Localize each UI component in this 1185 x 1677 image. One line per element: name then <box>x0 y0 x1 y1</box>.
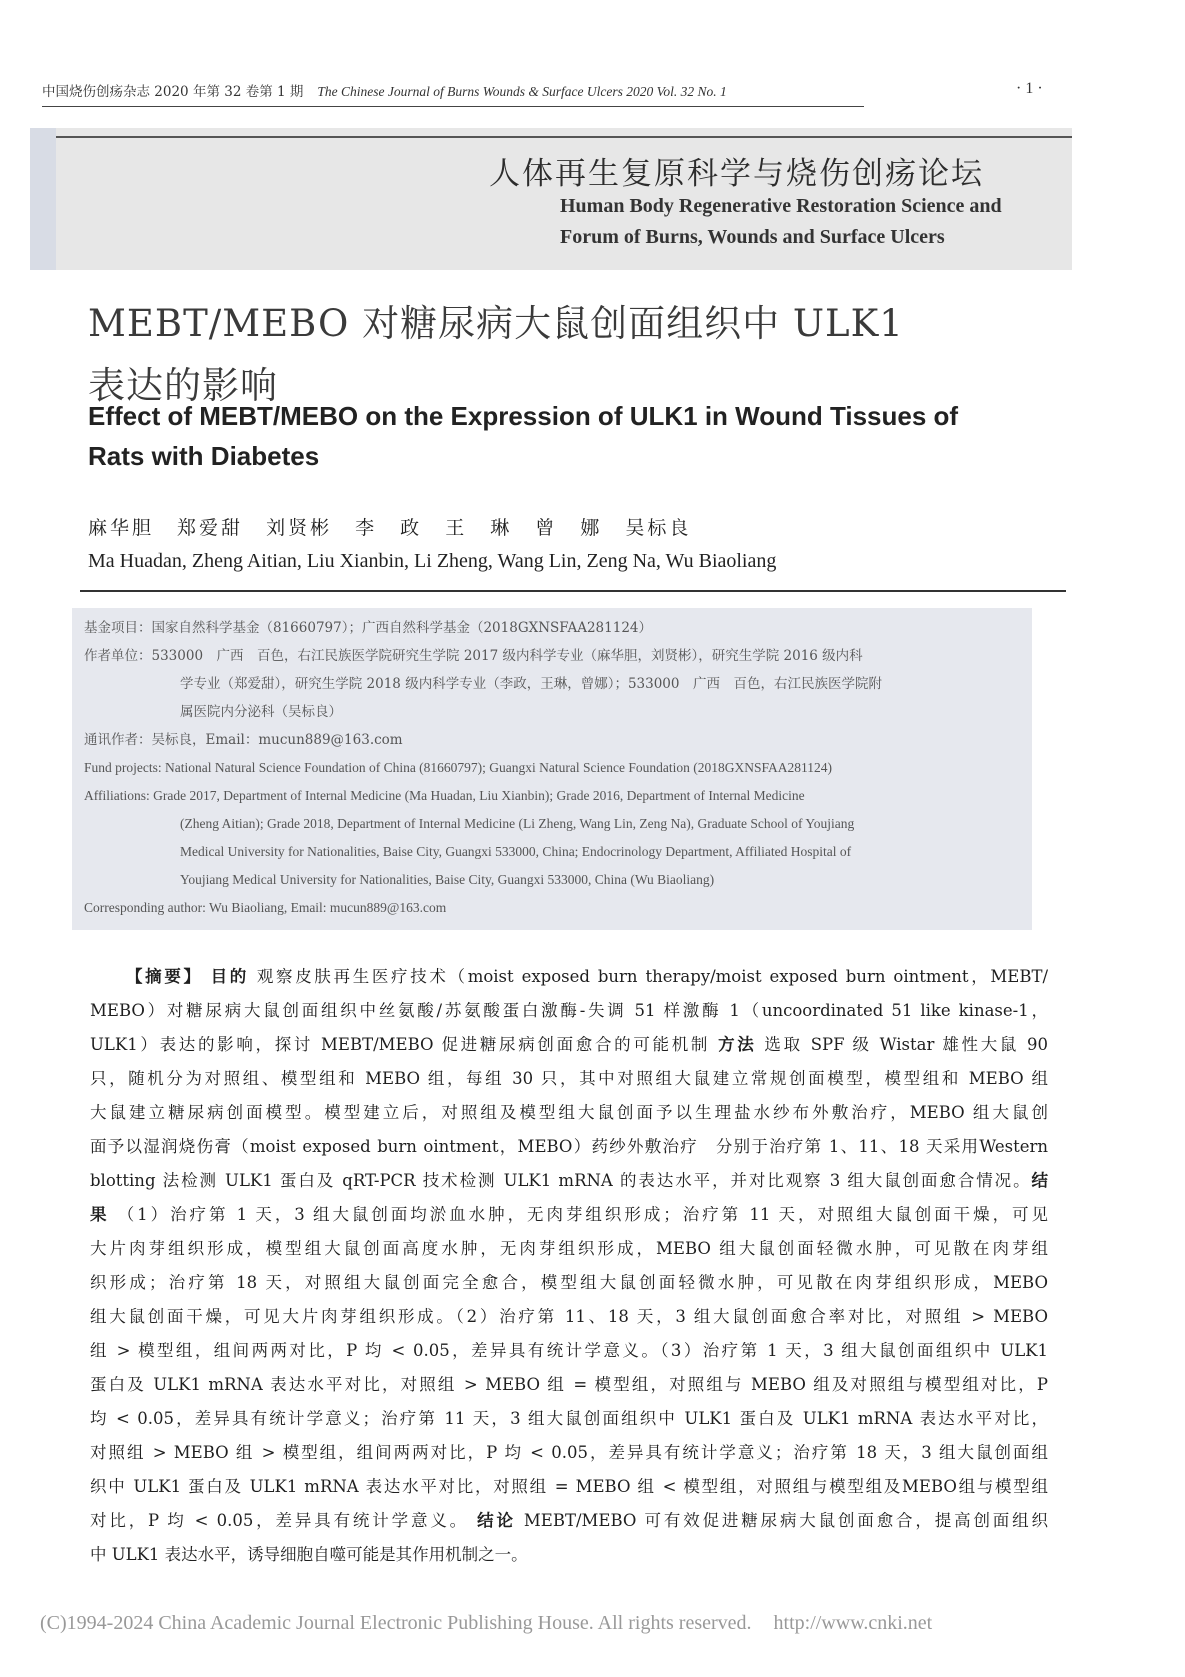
abstract <box>90 960 1048 1572</box>
page-number: · 1 · <box>1016 80 1043 97</box>
corr-label-zh: 通讯作者： <box>84 732 152 748</box>
banner-rule <box>56 136 1072 138</box>
abstract-line: 对照组 > MEBO 组 > 模型组，组间两两对比，P 均 < 0.05，差异具有统计学意义；治疗第 18 天，3 组大鼠创面组 <box>90 1443 1048 1462</box>
results-label-part1: 结 <box>1031 1171 1048 1190</box>
abstract-line <box>90 1028 1048 1062</box>
abstract-line: 组大鼠创面干燥，可见大片肉芽组织形成。（2）治疗第 11、18 天，3 组大鼠创面愈合率对比，对照组 > MEBO <box>90 1307 1048 1326</box>
article-info-box <box>72 608 1032 930</box>
conclusion-label: 结论 <box>477 1511 516 1530</box>
article-title-en <box>88 396 1068 476</box>
objective-label: 目的 <box>210 967 249 986</box>
corresponding-author-zh <box>84 726 1020 754</box>
abstract-line <box>90 1198 1048 1232</box>
fund-label-en: Fund projects: <box>84 760 162 775</box>
abstract-line: MEBO）对糖尿病大鼠创面组织中丝氨酸/苏氨酸蛋白激酶-失调 51 样激酶 1（uncoordinated 51 like kinase-1， <box>90 1001 1048 1020</box>
abstract-line: 组 > 模型组，组间两两对比，P 均 < 0.05，差异具有统计学意义。（3）治疗第 1 天，3 组大鼠创面组织中 ULK1 <box>90 1341 1048 1360</box>
footer-url-link[interactable]: http://www.cnki.net <box>773 1612 933 1634</box>
results-label-part2: 果 <box>90 1205 110 1224</box>
banner-accent-bar <box>30 128 56 270</box>
article-title-zh-line1: MEBT/MEBO 对糖尿病大鼠创面组织中 ULK1 <box>88 302 904 345</box>
abstract-line: 面予以湿润烧伤膏（moist exposed burn ointment，MEBO）药纱外敷治疗 分别于治疗第 1、11、18 天采用Western <box>90 1137 1048 1156</box>
forum-title-en-line1: Human Body Regenerative Restoration Science and <box>560 195 1002 217</box>
forum-banner <box>30 128 1072 270</box>
authors-en: Ma Huadan, Zheng Aitian, Liu Xianbin, Li Zheng, Wang Lin, Zeng Na, Wu Biaoliang <box>88 550 777 572</box>
forum-title-zh: 人体再生复原科学与烧伤创疡论坛 <box>489 156 984 192</box>
abstract-line: 织形成；治疗第 18 天，对照组大鼠创面完全愈合，模型组大鼠创面轻微水肿，可见散在肉芽组织形成，MEBO <box>90 1273 1048 1292</box>
abstract-line <box>90 1164 1048 1198</box>
affil-label-en: Affiliations: <box>84 788 150 803</box>
forum-title-en-line2: Forum of Burns, Wounds and Surface Ulcers <box>560 226 945 248</box>
article-title-en-line2: Rats with Diabetes <box>88 441 320 471</box>
fund-projects-en <box>84 754 1020 782</box>
running-header <box>42 82 864 107</box>
abstract-text: blotting 法检测 ULK1 蛋白及 qRT-PCR 技术检测 ULK1 mRNA 的表达水平，并对比观察 3 组大鼠创面愈合情况。 <box>90 1171 1032 1190</box>
abstract-line: 均 < 0.05，差异具有统计学意义；治疗第 11 天，3 组大鼠创面组织中 ULK1 蛋白及 ULK1 mRNA 表达水平对比， <box>90 1409 1048 1428</box>
abstract-text: （1）治疗第 1 天，3 组大鼠创面均淤血水肿，无肉芽组织形成；治疗第 11 天，对照组大鼠创面干燥，可见 <box>117 1205 1048 1224</box>
fund-text-en: National Natural Science Foundation of China (81660797); Guangxi Natural Science Foundation (2018GXNSFAA281124) <box>165 760 833 775</box>
abstract-text: MEBT/MEBO 可有效促进糖尿病大鼠创面愈合，提高创面组织 <box>523 1511 1048 1530</box>
abstract-text: ULK1）表达的影响，探讨 MEBT/MEBO 促进糖尿病创面愈合的可能机制 <box>90 1035 711 1054</box>
affiliations-zh <box>84 642 1020 670</box>
affil-label-zh: 作者单位： <box>84 648 152 664</box>
fund-projects-zh <box>84 614 1020 642</box>
corr-text-zh: 吴标良，Email：mucun889@163.com <box>151 732 403 748</box>
affil-line3-en: Medical University for Nationalities, Baise City, Guangxi 533000, China; Endocrinology Department, Affiliated Hospital of <box>180 844 852 859</box>
corr-label-en: Corresponding author: <box>84 900 206 915</box>
journal-name-zh: 中国烧伤创疡杂志 2020 年第 32 卷第 1 期 <box>42 84 304 100</box>
abstract-text: 观察皮肤再生医疗技术（moist exposed burn therapy/moist exposed burn ointment，MEBT/ <box>256 967 1048 986</box>
abstract-line: 只，随机分为对照组、模型组和 MEBO 组，每组 30 只，其中对照组大鼠建立常规创面模型，模型组和 MEBO 组 <box>90 1069 1048 1088</box>
affil-line2-zh: 学专业（郑爱甜），研究生学院 2018 级内科学专业（李政，王琳，曾娜）；533000 广西 百色，右江民族医学院附 <box>180 676 882 692</box>
abstract-line: 织中 ULK1 蛋白及 ULK1 mRNA 表达水平对比，对照组 = MEBO 组 < 模型组，对照组与模型组及MEBO组与模型组 <box>90 1477 1048 1496</box>
copyright-text: (C)1994-2024 China Academic Journal Electronic Publishing House. All rights reserved. <box>40 1612 752 1634</box>
abstract-line <box>90 960 1048 994</box>
abstract-line <box>90 1504 1048 1538</box>
article-title-zh-line2: 表达的影响 <box>88 364 278 407</box>
authors-zh: 麻华胆 郑爱甜 刘贤彬 李 政 王 琳 曾 娜 吴标良 <box>88 517 692 539</box>
abstract-text: 对比，P 均 < 0.05，差异具有统计学意义。 <box>90 1511 470 1530</box>
abstract-line: 大片肉芽组织形成，模型组大鼠创面高度水肿，无肉芽组织形成，MEBO 组大鼠创面轻微水肿，可见散在肉芽组 <box>90 1239 1048 1258</box>
abstract-text: 选取 SPF 级 Wistar 雄性大鼠 90 <box>764 1035 1048 1054</box>
fund-label-zh: 基金项目： <box>84 620 152 636</box>
affiliations-en <box>84 782 1020 810</box>
affil-line2-en: (Zheng Aitian); Grade 2018, Department of Internal Medicine (Li Zheng, Wang Lin, Zeng Na), Graduate School of Youjiang <box>180 816 855 831</box>
journal-name-en: The Chinese Journal of Burns Wounds & Surface Ulcers 2020 Vol. 32 No. 1 <box>317 84 727 99</box>
affil-line1-en: Grade 2017, Department of Internal Medicine (Ma Huadan, Liu Xianbin); Grade 2016, Department of Internal Medicine <box>153 788 805 803</box>
affil-line3-zh: 属医院内分泌科（吴标良） <box>180 704 342 720</box>
author-divider <box>80 590 1066 592</box>
affil-line1-zh: 533000 广西 百色，右江民族医学院研究生学院 2017 级内科学专业（麻华胆，刘贤彬），研究生学院 2016 级内科 <box>151 648 863 664</box>
methods-label: 方法 <box>718 1035 757 1054</box>
fund-text-zh: 国家自然科学基金（81660797）；广西自然科学基金（2018GXNSFAA281124） <box>151 620 653 636</box>
article-title-en-line1: Effect of MEBT/MEBO on the Expression of ULK1 in Wound Tissues of <box>88 401 959 431</box>
abstract-line: 蛋白及 ULK1 mRNA 表达水平对比，对照组 > MEBO 组 = 模型组，对照组与 MEBO 组及对照组与模型组对比，P <box>90 1375 1048 1394</box>
abstract-line: 大鼠建立糖尿病创面模型。模型建立后，对照组及模型组大鼠创面予以生理盐水纱布外敷治疗，MEBO 组大鼠创 <box>90 1103 1048 1122</box>
abstract-label: 【摘要】 <box>126 967 203 986</box>
affil-line4-en: Youjiang Medical University for Nationalities, Baise City, Guangxi 533000, China (Wu Biaoliang) <box>180 872 715 887</box>
corresponding-author-en <box>84 894 1020 922</box>
copyright-footer <box>40 1612 1080 1635</box>
abstract-line: 中 ULK1 表达水平，诱导细胞自噬可能是其作用机制之一。 <box>90 1545 528 1564</box>
corr-text-en: Wu Biaoliang, Email: mucun889@163.com <box>209 900 447 915</box>
